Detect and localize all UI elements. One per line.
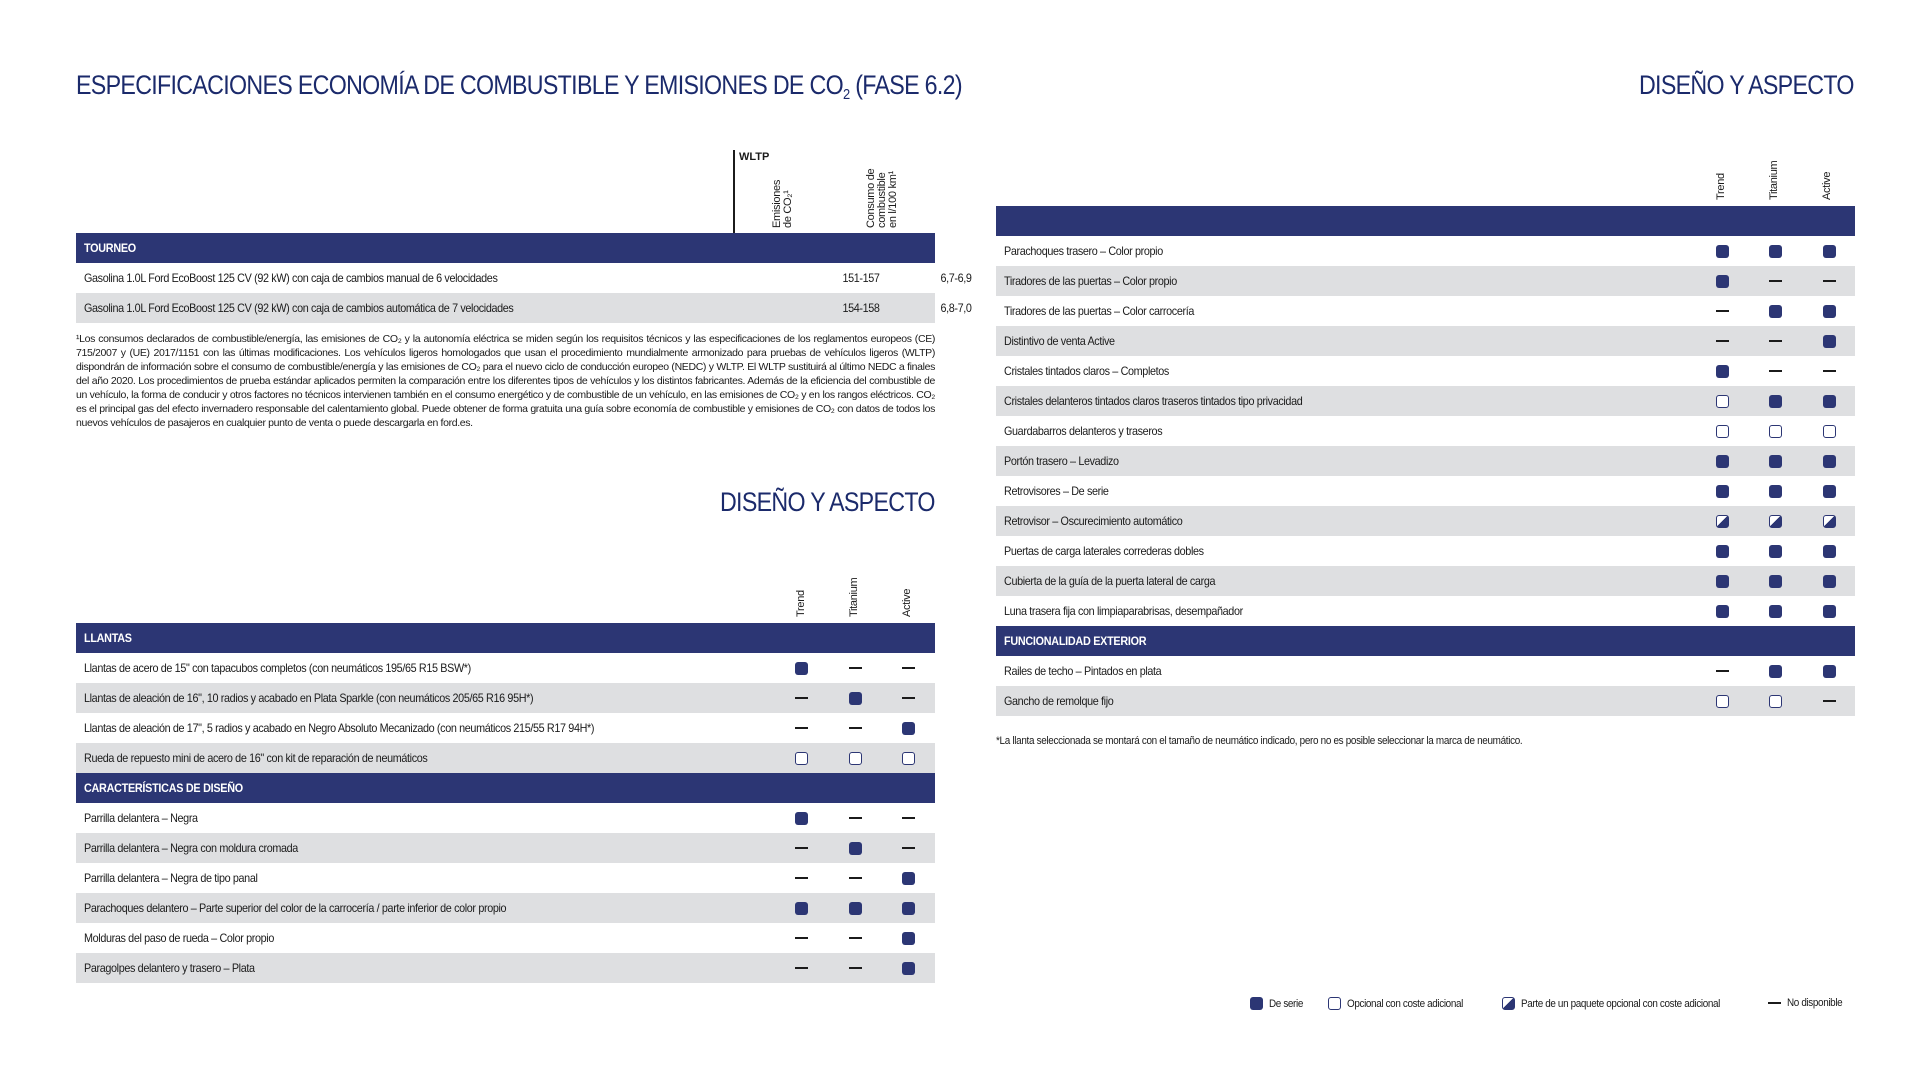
table-row xyxy=(76,893,935,923)
not-available-dash-icon xyxy=(902,817,915,819)
filled-square-icon xyxy=(1716,275,1729,288)
table-row xyxy=(76,923,935,953)
filled-square-icon xyxy=(1823,605,1836,618)
table-row xyxy=(996,266,1855,296)
legend-item xyxy=(1328,997,1476,1010)
filled-square-icon xyxy=(1769,245,1782,258)
empty-square-icon xyxy=(1823,425,1836,438)
availability-cell xyxy=(1760,566,1790,596)
not-available-dash-icon xyxy=(902,847,915,849)
availability-cell xyxy=(1760,296,1790,326)
availability-cell xyxy=(840,653,870,683)
row-label: Molduras del paso de rueda – Color propio xyxy=(84,931,274,945)
row-label: Cubierta de la guía de la puerta lateral de carga xyxy=(1004,574,1216,588)
filled-square-icon xyxy=(1823,545,1836,558)
table-row xyxy=(996,446,1855,476)
availability-cell xyxy=(786,743,816,773)
availability-cell xyxy=(1760,326,1790,356)
filled-square-icon xyxy=(902,722,915,735)
filled-square-icon xyxy=(1769,545,1782,558)
row-label: Railes de techo – Pintados en plata xyxy=(1004,664,1162,678)
row-label: Parrilla delantera – Negra de tipo panal xyxy=(84,871,258,885)
availability-cell xyxy=(1814,356,1844,386)
empty-square-icon xyxy=(1769,425,1782,438)
row-label: Cristales tintados claros – Completos xyxy=(1004,364,1169,378)
filled-square-icon xyxy=(902,902,915,915)
wltp-divider xyxy=(733,150,735,233)
availability-cell xyxy=(786,893,816,923)
spec-title: ESPECIFICACIONES ECONOMÍA DE COMBUSTIBLE Y EMISIONES DE $CO_2$ (FASE 6.2) xyxy=(76,70,962,103)
table-row xyxy=(996,476,1855,506)
availability-cell xyxy=(893,653,923,683)
emisiones-value: 154-158 xyxy=(842,301,880,315)
col-trend-header: Trend xyxy=(795,590,807,617)
not-available-dash-icon xyxy=(795,697,808,699)
section-band: FUNCIONALIDAD EXTERIOR xyxy=(996,626,1855,656)
table-row xyxy=(996,236,1855,266)
legend-label: Opcional con coste adicional xyxy=(1347,997,1463,1010)
not-available-dash-icon xyxy=(849,667,862,669)
filled-square-icon xyxy=(1716,455,1729,468)
availability-cell xyxy=(840,923,870,953)
col-titanium-header: Titanium xyxy=(848,577,860,617)
availability-cell xyxy=(1707,356,1737,386)
empty-square-icon xyxy=(1716,695,1729,708)
availability-cell xyxy=(1760,506,1790,536)
table-row xyxy=(996,356,1855,386)
design-right-title: DISEÑO Y ASPECTO xyxy=(1639,70,1854,100)
availability-cell xyxy=(1760,356,1790,386)
table-row xyxy=(996,386,1855,416)
not-available-dash-icon xyxy=(1768,1002,1781,1004)
availability-cell xyxy=(786,683,816,713)
filled-square-icon xyxy=(1716,365,1729,378)
filled-square-icon xyxy=(849,902,862,915)
filled-square-icon xyxy=(1769,665,1782,678)
emisiones-value: 151-157 xyxy=(842,271,880,285)
availability-cell xyxy=(786,803,816,833)
availability-cell xyxy=(1760,446,1790,476)
filled-square-icon xyxy=(1823,395,1836,408)
availability-cell xyxy=(1707,476,1737,506)
wltp-label: WLTP xyxy=(739,151,770,163)
row-label: Tiradores de las puertas – Color carrocería xyxy=(1004,304,1195,318)
filled-square-icon xyxy=(1716,485,1729,498)
col-emisiones-header: Emisiones de CO₂¹ xyxy=(771,179,794,228)
filled-square-icon xyxy=(1769,455,1782,468)
row-label: Rueda de repuesto mini de acero de 16" con kit de reparación de neumáticos xyxy=(84,751,428,765)
filled-square-icon xyxy=(849,692,862,705)
not-available-dash-icon xyxy=(849,877,862,879)
availability-cell xyxy=(893,863,923,893)
availability-cell xyxy=(1814,236,1844,266)
availability-cell xyxy=(786,833,816,863)
not-available-dash-icon xyxy=(795,727,808,729)
filled-square-icon xyxy=(1716,575,1729,588)
availability-cell xyxy=(893,803,923,833)
availability-cell xyxy=(1760,236,1790,266)
half-square-icon xyxy=(1502,997,1515,1010)
table-row xyxy=(76,653,935,683)
availability-cell xyxy=(893,833,923,863)
table-row xyxy=(996,536,1855,566)
availability-cell xyxy=(840,953,870,983)
availability-cell xyxy=(1814,266,1844,296)
not-available-dash-icon xyxy=(1769,370,1782,372)
not-available-dash-icon xyxy=(795,847,808,849)
filled-square-icon xyxy=(1823,305,1836,318)
not-available-dash-icon xyxy=(1769,280,1782,282)
not-available-dash-icon xyxy=(902,697,915,699)
availability-cell xyxy=(1707,326,1737,356)
empty-square-icon xyxy=(1716,425,1729,438)
availability-cell xyxy=(840,803,870,833)
row-label: Parachoques delantero – Parte superior del color de la carrocería / parte inferior de color propio xyxy=(84,901,507,915)
availability-cell xyxy=(893,683,923,713)
design-left-title: DISEÑO Y ASPECTO xyxy=(720,487,935,517)
spec-band-tourneo: TOURNEO xyxy=(76,233,935,263)
availability-cell xyxy=(1707,506,1737,536)
spec-row: Gasolina 1.0L Ford EcoBoost 125 CV (92 kW) con caja de cambios manual de 6 velocidades 151-157 6,7-6,9 xyxy=(76,263,935,293)
filled-square-icon xyxy=(795,662,808,675)
filled-square-icon xyxy=(1823,575,1836,588)
consumo-value: 6,8-7,0 xyxy=(940,301,972,315)
consumo-value: 6,7-6,9 xyxy=(940,271,972,285)
empty-square-icon xyxy=(1769,695,1782,708)
row-label: Parrilla delantera – Negra xyxy=(84,811,198,825)
availability-cell xyxy=(1707,566,1737,596)
legend-item xyxy=(1250,997,1307,1010)
filled-square-icon xyxy=(1769,485,1782,498)
availability-cell xyxy=(1814,596,1844,626)
col-trend-header: Trend xyxy=(1715,173,1727,200)
not-available-dash-icon xyxy=(849,937,862,939)
not-available-dash-icon xyxy=(1823,280,1836,282)
not-available-dash-icon xyxy=(849,727,862,729)
table-row xyxy=(996,416,1855,446)
availability-cell xyxy=(1760,686,1790,716)
row-label: Gancho de remolque fijo xyxy=(1004,694,1114,708)
availability-cell xyxy=(1760,656,1790,686)
filled-square-icon xyxy=(1769,605,1782,618)
row-label: Portón trasero – Levadizo xyxy=(1004,454,1119,468)
table-row xyxy=(996,506,1855,536)
spec-row: Gasolina 1.0L Ford EcoBoost 125 CV (92 kW) con caja de cambios automática de 7 velocidades 154-158 6,8-7,0 xyxy=(76,293,935,323)
not-available-dash-icon xyxy=(795,937,808,939)
empty-square-icon xyxy=(902,752,915,765)
empty-square-icon xyxy=(1328,997,1341,1010)
not-available-dash-icon xyxy=(1716,670,1729,672)
filled-square-icon xyxy=(902,962,915,975)
table-row xyxy=(996,296,1855,326)
row-label: Distintivo de venta Active xyxy=(1004,334,1115,348)
filled-square-icon xyxy=(1823,455,1836,468)
not-available-dash-icon xyxy=(1823,700,1836,702)
not-available-dash-icon xyxy=(1716,310,1729,312)
filled-square-icon xyxy=(1250,997,1263,1010)
not-available-dash-icon xyxy=(849,967,862,969)
availability-cell xyxy=(893,923,923,953)
filled-square-icon xyxy=(1769,395,1782,408)
availability-cell xyxy=(840,833,870,863)
availability-cell xyxy=(786,713,816,743)
table-row xyxy=(76,833,935,863)
row-label: Parrilla delantera – Negra con moldura cromada xyxy=(84,841,298,855)
availability-cell xyxy=(840,893,870,923)
availability-cell xyxy=(1814,446,1844,476)
availability-cell xyxy=(893,893,923,923)
availability-cell xyxy=(1707,596,1737,626)
legend-label: De serie xyxy=(1269,997,1303,1010)
availability-cell xyxy=(1760,386,1790,416)
filled-square-icon xyxy=(1823,665,1836,678)
availability-cell xyxy=(840,683,870,713)
filled-square-icon xyxy=(902,872,915,885)
not-available-dash-icon xyxy=(795,877,808,879)
availability-cell xyxy=(1760,536,1790,566)
availability-cell xyxy=(1707,386,1737,416)
availability-cell xyxy=(1707,236,1737,266)
table-row xyxy=(76,683,935,713)
row-label: Llantas de aleación de 17", 5 radios y acabado en Negro Absoluto Mecanizado (con neumáticos 215/55 R17 94H*) xyxy=(84,721,595,735)
legend-item xyxy=(1768,997,1848,1009)
availability-cell xyxy=(1814,566,1844,596)
availability-cell xyxy=(1760,416,1790,446)
table-row xyxy=(76,743,935,773)
availability-cell xyxy=(840,713,870,743)
filled-square-icon xyxy=(1716,605,1729,618)
availability-cell xyxy=(1707,296,1737,326)
availability-cell xyxy=(1707,686,1737,716)
legend-label: Parte de un paquete opcional con coste adicional xyxy=(1521,997,1721,1010)
table-row xyxy=(996,326,1855,356)
table-row xyxy=(76,803,935,833)
filled-square-icon xyxy=(1823,335,1836,348)
filled-square-icon xyxy=(1769,575,1782,588)
filled-square-icon xyxy=(902,932,915,945)
section-band: LLANTAS xyxy=(76,623,935,653)
availability-cell xyxy=(1814,386,1844,416)
availability-cell xyxy=(1760,266,1790,296)
half-square-icon xyxy=(1823,515,1836,528)
availability-cell xyxy=(1814,536,1844,566)
filled-square-icon xyxy=(1716,245,1729,258)
availability-cell xyxy=(1814,686,1844,716)
not-available-dash-icon xyxy=(1823,370,1836,372)
table-row xyxy=(996,656,1855,686)
filled-square-icon xyxy=(795,812,808,825)
row-label: Retrovisor – Oscurecimiento automático xyxy=(1004,514,1183,528)
availability-cell xyxy=(786,863,816,893)
empty-square-icon xyxy=(795,752,808,765)
filled-square-icon xyxy=(795,902,808,915)
availability-cell xyxy=(786,953,816,983)
col-active-header: Active xyxy=(901,588,913,617)
availability-cell xyxy=(1707,536,1737,566)
filled-square-icon xyxy=(1769,305,1782,318)
table-row xyxy=(996,596,1855,626)
row-label: Guardabarros delanteros y traseros xyxy=(1004,424,1163,438)
availability-cell xyxy=(786,653,816,683)
legend-label: No disponible xyxy=(1787,997,1843,1009)
not-available-dash-icon xyxy=(1769,340,1782,342)
availability-cell xyxy=(893,743,923,773)
availability-cell xyxy=(893,713,923,743)
table-row xyxy=(996,566,1855,596)
not-available-dash-icon xyxy=(795,967,808,969)
filled-square-icon xyxy=(1716,545,1729,558)
availability-cell xyxy=(1814,326,1844,356)
spec-footnote: ¹Los consumos declarados de combustible/energía, las emisiones de CO₂ y la autonomía eléctrica se miden según los requisitos técnicos y las especificaciones de los reglamentos europeos (CE) 715/2007 y (UE) 2017/1151 con las últimas modificaciones. Los vehículos ligeros homologados que usan el procedimiento mundialmente armonizado para pruebas de vehículos ligeros (WLTP) dispondrán de información sobre el consumo de combustible/energía y las emisiones de CO₂ para el nuevo ciclo de conducción europeo (NEDC) y WLTP. El WLTP sustituirá al último NEDC a finales del año 2020. Los procedimientos de prueba estándar aplicados permiten la comparación entre los diferentes tipos de vehículos y los distintos fabricantes. Además de la eficiencia del combustible de un vehículo, la forma de conducir y otros factores no técnicos intervienen también en el consumo energético y de combustible de un vehículo, en las emisiones de CO₂ y en los rangos eléctricos. CO₂ es el principal gas del efecto invernadero responsable del calentamiento global. Puede obtener de forma gratuita una guía sobre economía de combustible y emisiones de CO₂ con datos de todos los nuevos vehículos de pasajeros en cualquier punto de venta o puede descargarla en ford.es. xyxy=(76,333,935,429)
not-available-dash-icon xyxy=(902,667,915,669)
row-label: Puertas de carga laterales correderas dobles xyxy=(1004,544,1204,558)
availability-cell xyxy=(1707,416,1737,446)
table-row xyxy=(76,953,935,983)
availability-cell xyxy=(893,953,923,983)
not-available-dash-icon xyxy=(849,817,862,819)
empty-square-icon xyxy=(1716,395,1729,408)
availability-cell xyxy=(1760,476,1790,506)
row-label: Llantas de acero de 15" con tapacubos completos (con neumáticos 195/65 R15 BSW*) xyxy=(84,661,471,675)
availability-cell xyxy=(786,923,816,953)
availability-cell xyxy=(1814,416,1844,446)
col-titanium-header: Titanium xyxy=(1768,160,1780,200)
availability-cell xyxy=(840,863,870,893)
filled-square-icon xyxy=(849,842,862,855)
row-label: Luna trasera fija con limpiaparabrisas, desempañador xyxy=(1004,604,1243,618)
row-label: Parachoques trasero – Color propio xyxy=(1004,244,1163,258)
half-square-icon xyxy=(1769,515,1782,528)
col-consumo-header: Consumo de combustible en l/100 km¹ xyxy=(865,168,899,228)
availability-cell xyxy=(1814,656,1844,686)
row-label: Paragolpes delantero y trasero – Plata xyxy=(84,961,255,975)
availability-cell xyxy=(1707,656,1737,686)
row-label: Llantas de aleación de 16", 10 radios y acabado en Plata Sparkle (con neumáticos 205/65 R16 95H*) xyxy=(84,691,534,705)
availability-cell xyxy=(1814,296,1844,326)
availability-cell xyxy=(1814,476,1844,506)
availability-cell xyxy=(1814,506,1844,536)
tyre-footnote: *La llanta seleccionada se montará con el tamaño de neumático indicado, pero no es posible seleccionar la marca de neumático. xyxy=(996,735,1523,747)
row-label: Tiradores de las puertas – Color propio xyxy=(1004,274,1177,288)
row-label: Cristales delanteros tintados claros traseros tintados tipo privacidad xyxy=(1004,394,1303,408)
not-available-dash-icon xyxy=(1716,340,1729,342)
filled-square-icon xyxy=(1823,485,1836,498)
empty-square-icon xyxy=(849,752,862,765)
table-row xyxy=(76,863,935,893)
table-row xyxy=(76,713,935,743)
col-active-header: Active xyxy=(1821,171,1833,200)
section-band: CARACTERÍSTICAS DE DISEÑO xyxy=(76,773,935,803)
availability-cell xyxy=(1707,266,1737,296)
table-row xyxy=(996,686,1855,716)
legend-item xyxy=(1502,997,1742,1010)
section-band xyxy=(996,206,1855,236)
availability-cell xyxy=(1707,446,1737,476)
half-square-icon xyxy=(1716,515,1729,528)
filled-square-icon xyxy=(1823,245,1836,258)
availability-cell xyxy=(840,743,870,773)
availability-cell xyxy=(1760,596,1790,626)
row-label: Retrovisores – De serie xyxy=(1004,484,1109,498)
